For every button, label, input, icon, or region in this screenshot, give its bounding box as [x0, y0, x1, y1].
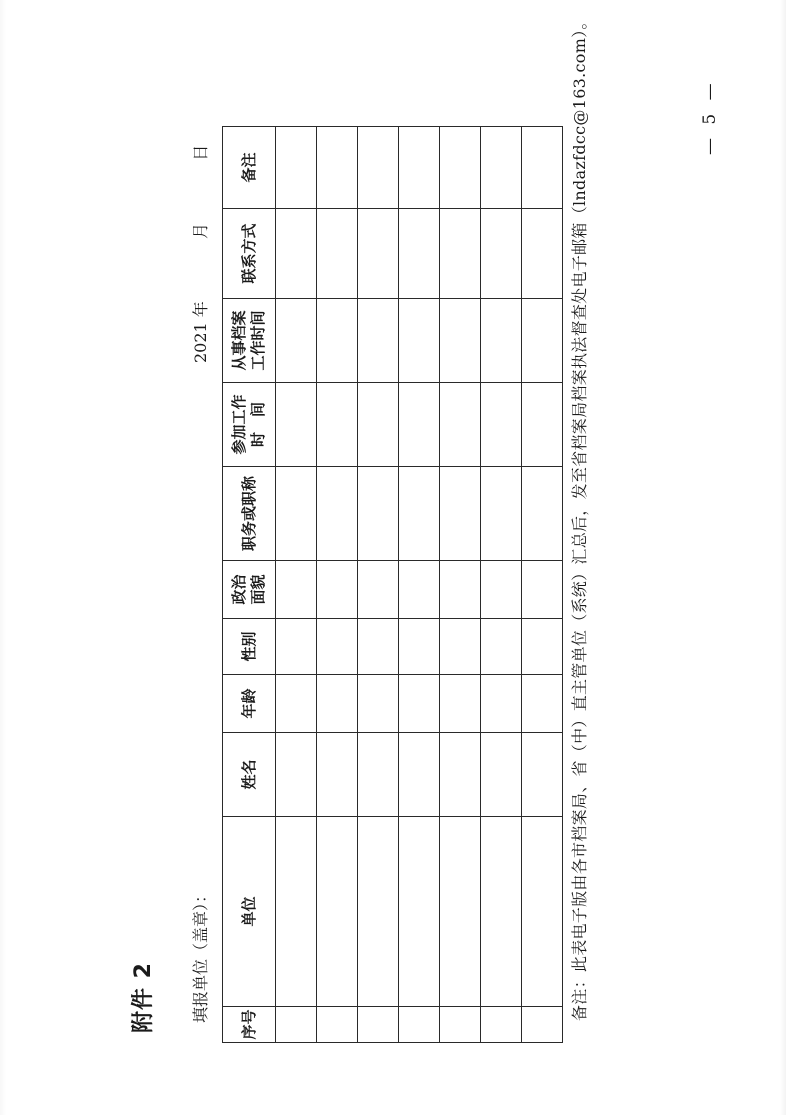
header-cell: 职务或职称 — [223, 467, 276, 561]
table-cell — [481, 619, 522, 675]
table-cell — [399, 127, 440, 209]
table-cell — [522, 561, 563, 619]
header-cell: 参加工作 时 间 — [223, 383, 276, 467]
table-cell — [440, 127, 481, 209]
table-cell — [317, 467, 358, 561]
table-cell — [317, 383, 358, 467]
table-cell — [440, 383, 481, 467]
table-cell — [481, 561, 522, 619]
date-day: 日 — [191, 144, 210, 161]
table-cell — [276, 561, 317, 619]
table-cell — [358, 675, 399, 733]
table-cell — [481, 675, 522, 733]
table-cell — [317, 675, 358, 733]
table-cell — [440, 1007, 481, 1043]
table-cell — [481, 299, 522, 383]
table-cell — [358, 817, 399, 1007]
table-cell — [399, 561, 440, 619]
table-cell — [399, 209, 440, 299]
table-cell — [317, 619, 358, 675]
table-row — [440, 127, 481, 1043]
table-cell — [522, 127, 563, 209]
table-cell — [399, 1007, 440, 1043]
table-cell — [481, 733, 522, 817]
fill-unit-label: 填报单位（盖章）： — [191, 886, 210, 1023]
table-cell — [522, 619, 563, 675]
table-cell — [399, 733, 440, 817]
table-cell — [522, 383, 563, 467]
table-cell — [358, 733, 399, 817]
table-cell — [317, 733, 358, 817]
attachment-title: 附件 2 — [131, 962, 156, 1033]
table-row — [481, 127, 522, 1043]
table-cell — [358, 127, 399, 209]
table-cell — [276, 733, 317, 817]
table-body — [276, 127, 563, 1043]
table-row — [276, 127, 317, 1043]
table-cell — [440, 561, 481, 619]
table-cell — [399, 619, 440, 675]
table-cell — [358, 383, 399, 467]
footnote: 备注：此表电子版由各市档案局、省（中）直主管单位（系统）汇总后，发至省档案局档案执法督查处电子邮箱（lndazfdcc@163.com）。 — [570, 13, 589, 1021]
header-cell: 政治 面貌 — [223, 561, 276, 619]
header-cell: 备注 — [223, 127, 276, 209]
table-cell — [522, 675, 563, 733]
table-cell — [522, 299, 563, 383]
table-cell — [481, 383, 522, 467]
table-row — [399, 127, 440, 1043]
table-cell — [522, 733, 563, 817]
date-year: 2021 年 — [191, 301, 210, 363]
date-month: 月 — [191, 222, 210, 239]
table-cell — [399, 675, 440, 733]
table-cell — [276, 383, 317, 467]
table-cell — [276, 619, 317, 675]
table-cell — [481, 209, 522, 299]
table-cell — [317, 299, 358, 383]
table-cell — [276, 817, 317, 1007]
table-cell — [358, 299, 399, 383]
header-cell: 姓名 — [223, 733, 276, 817]
table-cell — [440, 467, 481, 561]
table-cell — [317, 1007, 358, 1043]
table-cell — [317, 817, 358, 1007]
table-cell — [399, 817, 440, 1007]
table-cell — [440, 817, 481, 1007]
table-cell — [399, 467, 440, 561]
table-cell — [440, 619, 481, 675]
table-cell — [317, 209, 358, 299]
table-cell — [276, 467, 317, 561]
table-cell — [522, 817, 563, 1007]
table-cell — [317, 127, 358, 209]
table-row — [317, 127, 358, 1043]
table-cell — [440, 733, 481, 817]
table-cell — [358, 619, 399, 675]
table-cell — [317, 561, 358, 619]
table-cell — [481, 1007, 522, 1043]
table-row — [358, 127, 399, 1043]
table-cell — [440, 209, 481, 299]
table-cell — [276, 209, 317, 299]
table-cell — [358, 561, 399, 619]
table-row — [522, 127, 563, 1043]
table-cell — [399, 299, 440, 383]
page-number: — 5 — — [700, 79, 720, 155]
table-cell — [358, 1007, 399, 1043]
table-cell — [522, 209, 563, 299]
header-cell: 联系方式 — [223, 209, 276, 299]
table-cell — [481, 467, 522, 561]
header-cell: 序号 — [223, 1007, 276, 1043]
header-cell: 年龄 — [223, 675, 276, 733]
table-cell — [481, 127, 522, 209]
header-cell: 从事档案 工作时间 — [223, 299, 276, 383]
table-cell — [276, 1007, 317, 1043]
date-line — [188, 145, 211, 363]
table-cell — [358, 209, 399, 299]
table-cell — [276, 299, 317, 383]
table-cell — [481, 817, 522, 1007]
header-cell: 单位 — [223, 817, 276, 1007]
table-cell — [276, 127, 317, 209]
header-cell: 性别 — [223, 619, 276, 675]
table-cell — [440, 675, 481, 733]
table-cell — [522, 1007, 563, 1043]
table-cell — [440, 299, 481, 383]
table-cell — [276, 675, 317, 733]
table-cell — [399, 383, 440, 467]
table-header-row — [223, 127, 276, 1043]
table-cell — [358, 467, 399, 561]
table-cell — [522, 467, 563, 561]
report-table — [222, 126, 563, 1043]
